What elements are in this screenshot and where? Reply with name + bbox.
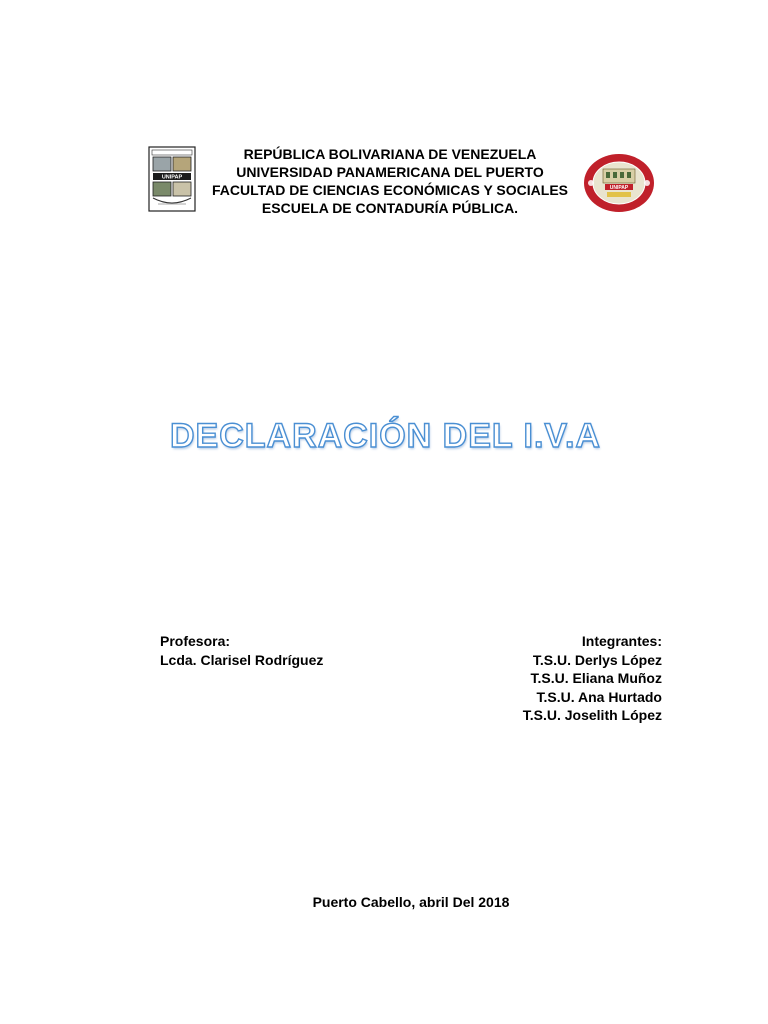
place-and-date: Puerto Cabello, abril Del 2018 <box>312 894 510 910</box>
right-logo-text: UNIPAP <box>609 184 629 191</box>
header-line-country: REPÚBLICA BOLIVARIANA DE VENEZUELA <box>243 146 537 162</box>
members-label: Integrantes: <box>581 633 662 649</box>
unipap-round-seal-icon <box>583 153 655 213</box>
unipap-shield-logo-icon <box>148 146 196 212</box>
professor-label: Profesora: <box>160 633 231 649</box>
member-name: T.S.U. Ana Hurtado <box>536 688 662 705</box>
member-name: T.S.U. Eliana Muñoz <box>530 670 662 686</box>
header-line-faculty: FACULTAD DE CIENCIAS ECONÓMICAS Y SOCIALES <box>212 182 568 198</box>
institution-header <box>200 145 580 217</box>
left-logo-text: UNIPAP <box>161 174 183 181</box>
professor-name: Lcda. Clarisel Rodríguez <box>160 651 324 668</box>
member-name: T.S.U. Derlys López <box>532 651 662 668</box>
header-line-school: ESCUELA DE CONTADURÍA PÚBLICA. <box>261 200 519 216</box>
header-line-university: UNIVERSIDAD PANAMERICANA DEL PUERTO <box>236 164 544 180</box>
professor-block <box>160 632 323 669</box>
member-name: T.S.U. Joselith López <box>522 707 662 723</box>
document-title: DECLARACIÓN DEL I.V.A <box>170 417 601 455</box>
members-block <box>440 632 662 725</box>
